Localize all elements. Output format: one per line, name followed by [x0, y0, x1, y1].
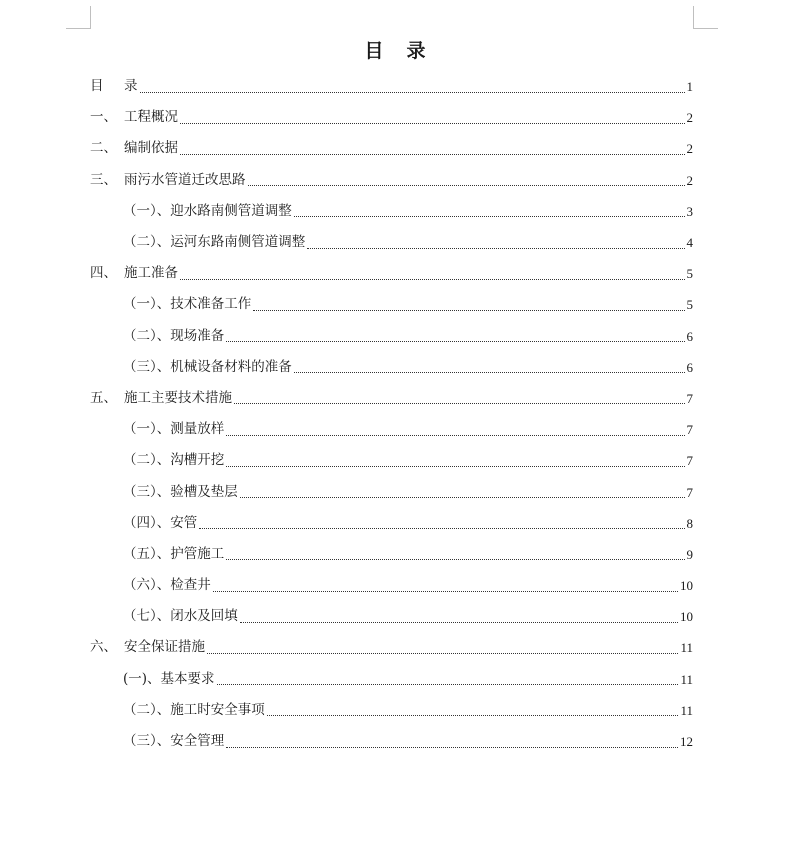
toc-page-number: 7 [686, 453, 693, 469]
dot-leader [294, 215, 685, 217]
toc-entry-number: 目 [90, 78, 104, 95]
toc-entry-text: 工程概况 [124, 109, 178, 126]
toc-entry-label [123, 726, 224, 757]
toc-entry-number: （三）、 [123, 483, 171, 500]
toc-page-number: 10 [680, 609, 693, 625]
toc-page-number: 12 [680, 734, 693, 750]
dot-leader [240, 621, 678, 623]
dot-leader [180, 278, 685, 280]
toc-entry-number: 一、 [90, 109, 117, 126]
toc-entry-text: 迎水路南侧管道调整 [170, 202, 292, 219]
toc-subentry[interactable] [90, 196, 693, 227]
toc-entry[interactable] [90, 102, 693, 133]
table-of-contents [90, 71, 693, 757]
toc-subentry[interactable] [90, 664, 693, 695]
dot-leader [226, 434, 684, 436]
toc-subentry[interactable] [90, 227, 693, 258]
dot-leader [226, 340, 684, 342]
dot-leader [180, 122, 685, 124]
toc-entry-number: （三）、 [123, 358, 171, 375]
toc-entry-number: 五、 [90, 389, 117, 406]
toc-entry-label [123, 227, 305, 258]
toc-entry-label [90, 632, 205, 663]
toc-entry-text: 运河东路南侧管道调整 [170, 234, 306, 251]
dot-leader [226, 746, 678, 748]
toc-entry-label [123, 414, 224, 445]
toc-entry-number: （二）、 [123, 452, 171, 469]
toc-entry-label [123, 508, 197, 539]
toc-entry-number: （二）、 [123, 327, 171, 344]
toc-subentry[interactable] [90, 289, 693, 320]
crop-mark-top-right [693, 6, 718, 29]
toc-page-number: 8 [686, 515, 693, 531]
toc-page-number: 7 [686, 422, 693, 438]
toc-entry-number: （六）、 [123, 577, 171, 594]
toc-entry-text: 施工准备 [124, 265, 178, 282]
toc-entry[interactable] [90, 632, 693, 663]
dot-leader [248, 184, 685, 186]
toc-entry[interactable] [90, 258, 693, 289]
toc-entry[interactable] [90, 133, 693, 164]
toc-entry-label [123, 539, 224, 570]
toc-entry-label [123, 695, 265, 726]
toc-subentry[interactable] [90, 476, 693, 507]
crop-mark-top-left [66, 6, 91, 29]
page-title-char-1: 目 [364, 40, 385, 62]
toc-entry-text: 安全保证措施 [124, 639, 205, 656]
toc-subentry[interactable] [90, 414, 693, 445]
dot-leader [217, 683, 679, 685]
toc-page-number: 5 [686, 266, 693, 282]
dot-leader [294, 371, 685, 373]
toc-entry-text: 检查井 [170, 577, 211, 594]
page-title [0, 36, 791, 64]
dot-leader [307, 247, 684, 249]
toc-entry-text: 安管 [170, 514, 198, 531]
toc-entry-text: 技术准备工作 [170, 296, 252, 313]
toc-entry-number: （一）、 [123, 202, 171, 219]
toc-subentry[interactable] [90, 352, 693, 383]
toc-entry-label [123, 445, 224, 476]
toc-page-number: 11 [680, 702, 693, 718]
toc-page-number: 7 [686, 484, 693, 500]
dot-leader [253, 309, 684, 311]
toc-subentry[interactable] [90, 445, 693, 476]
toc-entry-number: (一)、 [123, 670, 161, 687]
toc-entry-label [90, 165, 246, 196]
toc-entry-text: 沟槽开挖 [170, 452, 225, 469]
toc-page-number: 1 [686, 79, 693, 95]
toc-entry-number: （一）、 [123, 421, 171, 438]
toc-entry-label [123, 664, 215, 695]
toc-entry-label [90, 102, 178, 133]
toc-entry-text: 安全管理 [170, 733, 225, 750]
page-title-char-2: 录 [406, 40, 427, 62]
toc-entry-text: 机械设备材料的准备 [170, 358, 292, 375]
toc-entry-label [123, 477, 238, 508]
toc-page-number: 11 [680, 671, 693, 687]
toc-entry-label [123, 601, 238, 632]
toc-entry-label [90, 133, 178, 164]
toc-entry-text: 编制依据 [124, 140, 178, 157]
toc-page-number: 9 [686, 546, 693, 562]
toc-entry-number: （四）、 [123, 514, 171, 531]
dot-leader [180, 153, 685, 155]
toc-entry-text: 基本要求 [160, 670, 215, 687]
dot-leader [213, 590, 678, 592]
toc-entry-number: （五）、 [123, 545, 171, 562]
toc-entry[interactable] [90, 165, 693, 196]
toc-entry-label [123, 289, 251, 320]
toc-subentry[interactable] [90, 695, 693, 726]
toc-entry-label [90, 383, 232, 414]
toc-entry-label [90, 71, 138, 102]
dot-leader [267, 714, 679, 716]
toc-entry-label [90, 258, 178, 289]
toc-page-number: 2 [686, 110, 693, 126]
toc-entry-label [123, 321, 224, 352]
toc-entry-number: 四、 [90, 265, 117, 282]
toc-entry[interactable] [90, 71, 693, 102]
dot-leader [234, 402, 685, 404]
toc-entry-text: 施工主要技术措施 [124, 389, 232, 406]
dot-leader [140, 91, 685, 93]
toc-page-number: 11 [680, 640, 693, 656]
toc-entry-number: 六、 [90, 639, 117, 656]
toc-entry-number: （三）、 [123, 733, 171, 750]
toc-page-number: 10 [680, 578, 693, 594]
toc-entry[interactable] [90, 383, 693, 414]
dot-leader [240, 496, 685, 498]
toc-subentry[interactable] [90, 726, 693, 757]
dot-leader [207, 652, 678, 654]
toc-subentry[interactable] [90, 570, 693, 601]
toc-entry-text: 施工时安全事项 [170, 701, 265, 718]
toc-page-number: 6 [686, 328, 693, 344]
toc-entry-number: （二）、 [123, 701, 171, 718]
toc-page-number: 3 [686, 203, 693, 219]
toc-entry-text: 验槽及垫层 [170, 483, 238, 500]
toc-entry-number: （一）、 [123, 296, 171, 313]
toc-page-number: 2 [686, 141, 693, 157]
toc-entry-label [123, 352, 292, 383]
toc-entry-number: （二）、 [123, 234, 171, 251]
toc-page-number: 7 [686, 390, 693, 406]
toc-page-number: 5 [686, 297, 693, 313]
dot-leader [226, 558, 684, 560]
toc-page-number: 4 [686, 235, 693, 251]
toc-entry-text: 闭水及回填 [170, 608, 238, 625]
toc-entry-text: 录 [124, 78, 138, 95]
toc-entry-text: 测量放样 [170, 421, 225, 438]
toc-subentry[interactable] [90, 508, 693, 539]
toc-subentry[interactable] [90, 539, 693, 570]
toc-entry-number: 三、 [90, 171, 117, 188]
toc-page-number: 2 [686, 172, 693, 188]
toc-subentry[interactable] [90, 321, 693, 352]
toc-entry-text: 护管施工 [170, 545, 225, 562]
toc-entry-text: 雨污水管道迁改思路 [124, 171, 246, 188]
toc-entry-label [123, 196, 292, 227]
toc-entry-label [123, 570, 211, 601]
toc-entry-number: 二、 [90, 140, 117, 157]
toc-subentry[interactable] [90, 601, 693, 632]
dot-leader [199, 527, 684, 529]
toc-entry-text: 现场准备 [170, 327, 225, 344]
toc-entry-number: （七）、 [123, 608, 171, 625]
toc-page-number: 6 [686, 359, 693, 375]
dot-leader [226, 465, 684, 467]
